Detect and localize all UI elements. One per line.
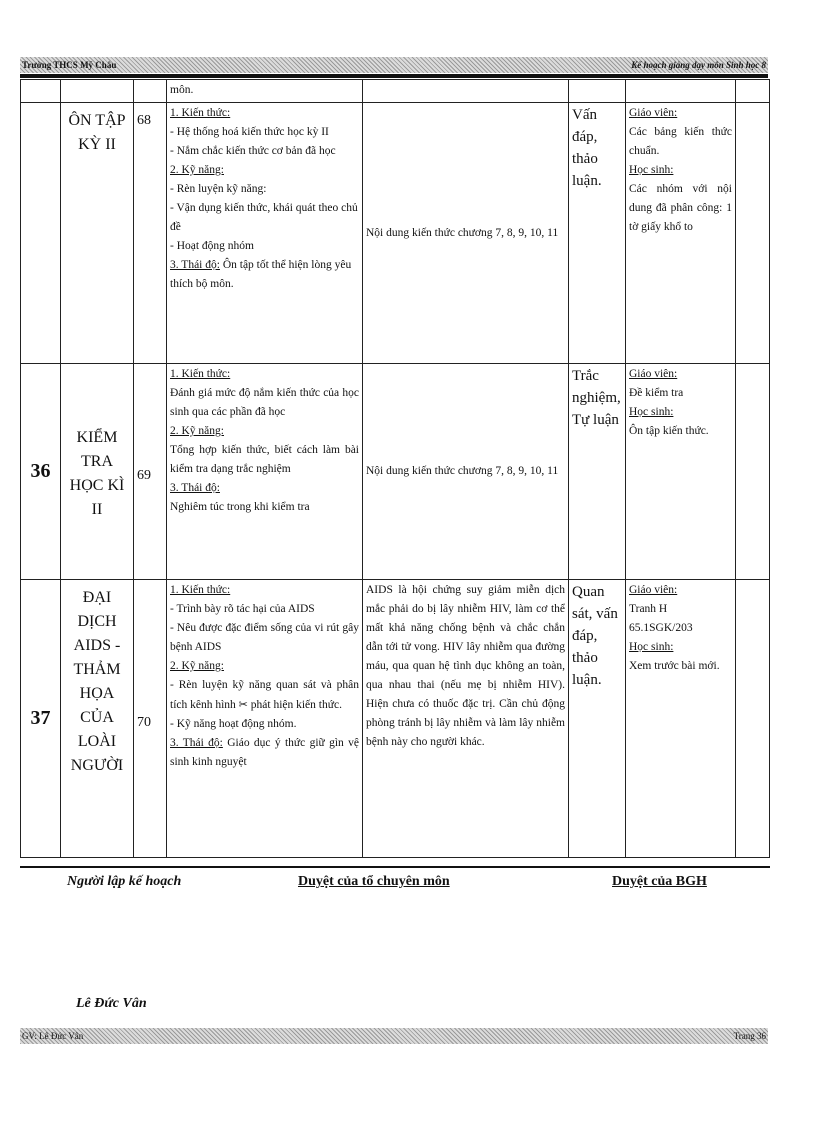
objective-line: Nghiêm túc trong khi kiểm tra [170,501,310,513]
objectives-cell [167,580,363,858]
student-label: Học sinh: [629,406,674,418]
teacher-prep: Các bảng kiến thức chuẩn. [629,126,732,157]
skills-heading: 2. Kỹ năng: [170,164,224,176]
objective-line: phát hiện kiến thức. [247,699,342,711]
objective-line: - Hoạt động nhóm [170,240,255,252]
method-cell: Vấn đáp, thảo luận. [569,103,626,364]
knowledge-heading: 1. Kiến thức: [170,368,231,380]
objective-line: - Trình bày rõ tác hại của AIDS [170,603,315,615]
planner-signature: Người lập kế hoạch [67,874,182,889]
table-row [21,580,770,858]
page-number: Trang 36 [733,1031,766,1041]
header-rule [20,74,768,78]
knowledge-heading: 1. Kiến thức: [170,584,231,596]
objective-line: Ôn tập tốt thể hiện lòng yêu thích bộ môn. [170,259,352,290]
page-header [20,57,768,73]
attitude-heading: 3. Thái độ: [170,737,223,749]
content-cell: Nội dung kiến thức chương 7, 8, 9, 10, 11 [363,364,569,580]
skills-heading: 2. Kỹ năng: [170,425,224,437]
knowledge-heading: 1. Kiến thức: [170,107,231,119]
plan-title: Kế hoạch giảng dạy môn Sinh học 8 [631,60,766,70]
student-label: Học sinh: [629,641,674,653]
student-prep: Ôn tập kiến thức. [629,425,709,437]
board-approval: Duyệt của BGH [612,874,707,889]
objectives-cell [167,364,363,580]
week-number: 36 [21,364,61,580]
continued-text: môn. [167,80,363,103]
week-number [21,103,61,364]
table-row [21,80,770,103]
objective-line: - Rèn luyện kỹ năng: [170,183,267,195]
objective-line: Giáo dục ý thức giữ gìn vệ sinh kinh nguyệt [170,737,359,768]
table-row [21,103,770,364]
teacher-label: Giáo viên: [629,368,678,380]
table-bottom-rule [20,866,770,868]
objective-line: - Nắm chắc kiến thức cơ bản đã học [170,145,336,157]
page-footer [20,1028,768,1044]
scissors-icon: ✂ [238,698,248,711]
lesson-title: ĐẠI DỊCH AIDS - THẢM HỌA CỦA LOÀI NGƯỜI [61,580,134,858]
author-name: Lê Đức Vân [76,996,147,1011]
table-row [21,364,770,580]
student-prep: Các nhóm với nội dung đã phân công: 1 tờ giấy khổ to [629,183,732,233]
objective-line: - Nêu được đặc điểm sống của vi rút gây bệnh AIDS [170,622,359,653]
student-prep: Xem trước bài mới. [629,660,720,672]
department-approval: Duyệt của tổ chuyên môn [298,874,450,889]
prep-cell [626,103,736,364]
method-cell: Quan sát, vấn đáp, thảo luận. [569,580,626,858]
method-cell: Trắc nghiệm, Tự luận [569,364,626,580]
prep-cell [626,364,736,580]
objective-line: Tổng hợp kiến thức, biết cách làm bài kiểm tra dạng trắc nghiệm [170,444,359,475]
week-number: 37 [21,580,61,858]
objectives-cell [167,103,363,364]
teacher-prep: Tranh H 65.1SGK/203 [629,603,693,634]
content-cell: Nội dung kiến thức chương 7, 8, 9, 10, 11 [363,103,569,364]
objective-line: - Kỹ năng hoạt động nhóm. [170,718,297,730]
school-name: Trường THCS Mỹ Châu [22,60,117,70]
teacher-name: GV: Lê Đức Vân [22,1031,84,1041]
attitude-heading: 3. Thái độ: [170,259,220,271]
prep-cell [626,580,736,858]
lesson-title: ÔN TẬP KỲ II [61,103,134,364]
teacher-prep: Đề kiểm tra [629,387,684,399]
lesson-plan-table [20,79,770,858]
lesson-number: 70 [134,580,167,858]
objective-line: - Vận dụng kiến thức, khái quát theo chủ đề [170,202,358,233]
content-cell: AIDS là hội chứng suy giảm miễn dịch mắc phải do bị lây nhiễm HIV, làm cơ thể mất khả năng chống bệnh và chắc chắn dẫn tới tử vong. HIV lây nhiễm qua đường máu, qua quan hệ tình dục không an toàn, qua nhau thai (nếu mẹ bị nhiễm HIV). Hiện chưa có thuốc đặc trị. Cần chủ động phòng tránh bị lây nhiễm và làm lây nhiễm bệnh này cho người khác. [363,580,569,858]
attitude-heading: 3. Thái độ: [170,482,220,494]
skills-heading: 2. Kỹ năng: [170,660,224,672]
lesson-number: 68 [134,103,167,364]
teacher-label: Giáo viên: [629,107,678,119]
teacher-label: Giáo viên: [629,584,678,596]
objective-line: - Hệ thống hoá kiến thức học kỳ II [170,126,329,138]
student-label: Học sinh: [629,164,674,176]
objective-line: Đánh giá mức độ nắm kiến thức của học sinh qua các phần đã học [170,387,359,418]
lesson-title: KIỂM TRA HỌC KÌ II [61,364,134,580]
lesson-number: 69 [134,364,167,580]
objective-line: - Rèn luyện kỹ năng quan sát và phân tích kênh hình [170,679,359,711]
